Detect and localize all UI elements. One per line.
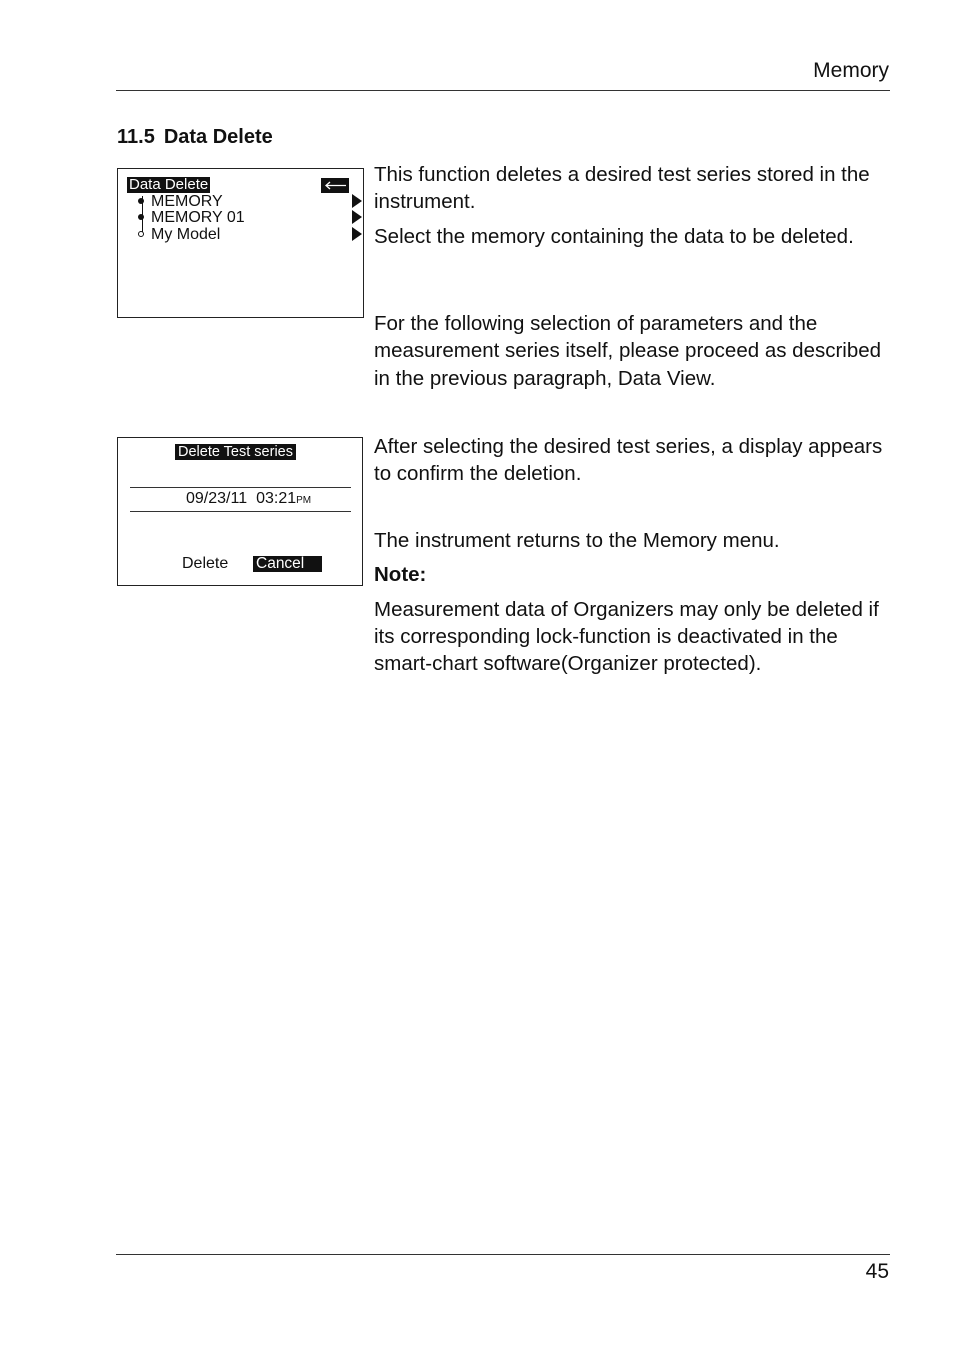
text-block-confirm: [374, 433, 894, 488]
filled-node-icon: [138, 214, 144, 220]
filled-node-icon: [138, 198, 144, 204]
text-block-intro: [374, 161, 894, 250]
memory-item-label: MEMORY: [151, 193, 223, 210]
screen-title: Delete Test series: [175, 444, 296, 460]
footer-divider: [116, 1254, 890, 1255]
paragraph: The instrument returns to the Memory menu.: [374, 529, 780, 552]
paragraph: This function deletes a desired test series stored in the instrument.: [374, 163, 870, 214]
ampm-indicator: PM: [296, 495, 312, 506]
section-heading: [117, 125, 273, 149]
triangle-right-icon: [352, 227, 362, 246]
timestamp: [186, 490, 311, 510]
memory-item-label: My Model: [151, 226, 221, 243]
note-text: Measurement data of Organizers may only be deleted if its corresponding lock-function is deactivated in the smart-chart software(Organizer protected).: [374, 597, 879, 676]
paragraph: Select the memory containing the data to be deleted.: [374, 224, 854, 248]
cancel-button[interactable]: Cancel: [253, 556, 322, 572]
divider: [130, 487, 351, 488]
divider: [130, 511, 351, 512]
note-label: Note:: [374, 563, 427, 587]
running-header: Memory: [813, 59, 889, 82]
memory-item-label: MEMORY 01: [151, 209, 245, 226]
header-divider: [116, 90, 890, 91]
text-block-parameters: [374, 310, 894, 392]
page-number: 45: [865, 1260, 889, 1283]
text-block-return: [374, 527, 894, 677]
time-value: 03:21: [256, 490, 297, 507]
paragraph: For the following selection of parameters and the measurement series itself, please proceed as described in the previous paragraph, Data View.: [374, 312, 882, 390]
paragraph: After selecting the desired test series, a display appears to confirm the deletion.: [374, 435, 883, 486]
section-title: Data Delete: [163, 126, 273, 148]
delete-confirm-screen: [117, 437, 363, 586]
data-delete-screen: [117, 168, 364, 318]
date-value: 09/23/11: [186, 490, 248, 507]
section-number: 11.5: [117, 126, 155, 148]
back-arrow-icon[interactable]: [321, 178, 349, 193]
screen-title: Data Delete: [129, 176, 209, 193]
delete-button[interactable]: Delete: [182, 555, 229, 572]
open-node-icon: [138, 231, 144, 237]
